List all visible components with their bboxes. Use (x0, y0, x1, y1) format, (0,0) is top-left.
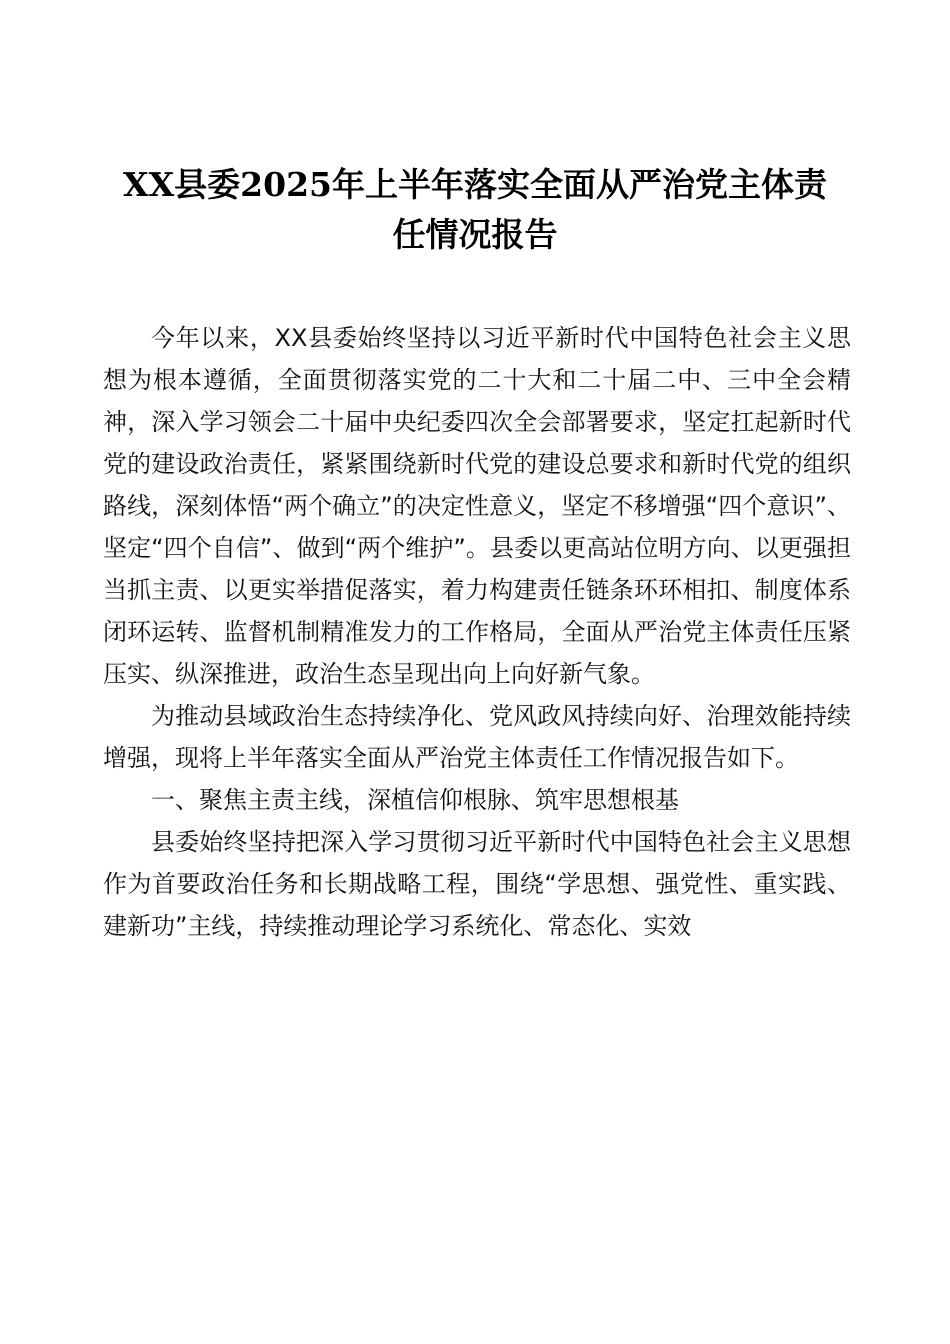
section-heading: 一、聚焦主责主线，深植信仰根脉、筑牢思想根基 (151, 786, 679, 814)
title-line-2: 任情况报告 (392, 215, 558, 254)
document-body (103, 317, 851, 947)
report-statement-paragraph: 为推动县域政治生态持续净化、党风政风持续向好、治理效能持续增强，现将上半年落实全面从严治党主体责任工作情况报告如下。 (103, 702, 851, 772)
section-paragraph: 县委始终坚持把深入学习贯彻习近平新时代中国特色社会主义思想作为首要政治任务和长期战略工程，围绕“学思想、强党性、重实践、建新功”主线，持续推动理论学习系统化、常态化、实效 (103, 828, 851, 940)
title-line-1: XX县委2025年上半年落实全面从严治党主体责 (122, 165, 828, 204)
document-title (95, 160, 855, 260)
intro-paragraph: 今年以来，XX县委始终坚持以习近平新时代中国特色社会主义思想为根本遵循，全面贯彻落实党的二十大和二十届二中、三中全会精神，深入学习领会二十届中央纪委四次全会部署要求，坚定扛起新时代党的建设政治责任，紧紧围绕新时代党的建设总要求和新时代党的组织路线，深刻体悟“两个确立”的决定性意义，坚定不移增强“四个意识”、坚定“四个自信”、做到“两个维护”。县委以更高站位明方向、以更强担当抓主责、以更实举措促落实，着力构建责任链条环环相扣、制度体系闭环运转、监督机制精准发力的工作格局，全面从严治党主体责任压紧压实、纵深推进，政治生态呈现出向上向好新气象。 (103, 324, 851, 688)
